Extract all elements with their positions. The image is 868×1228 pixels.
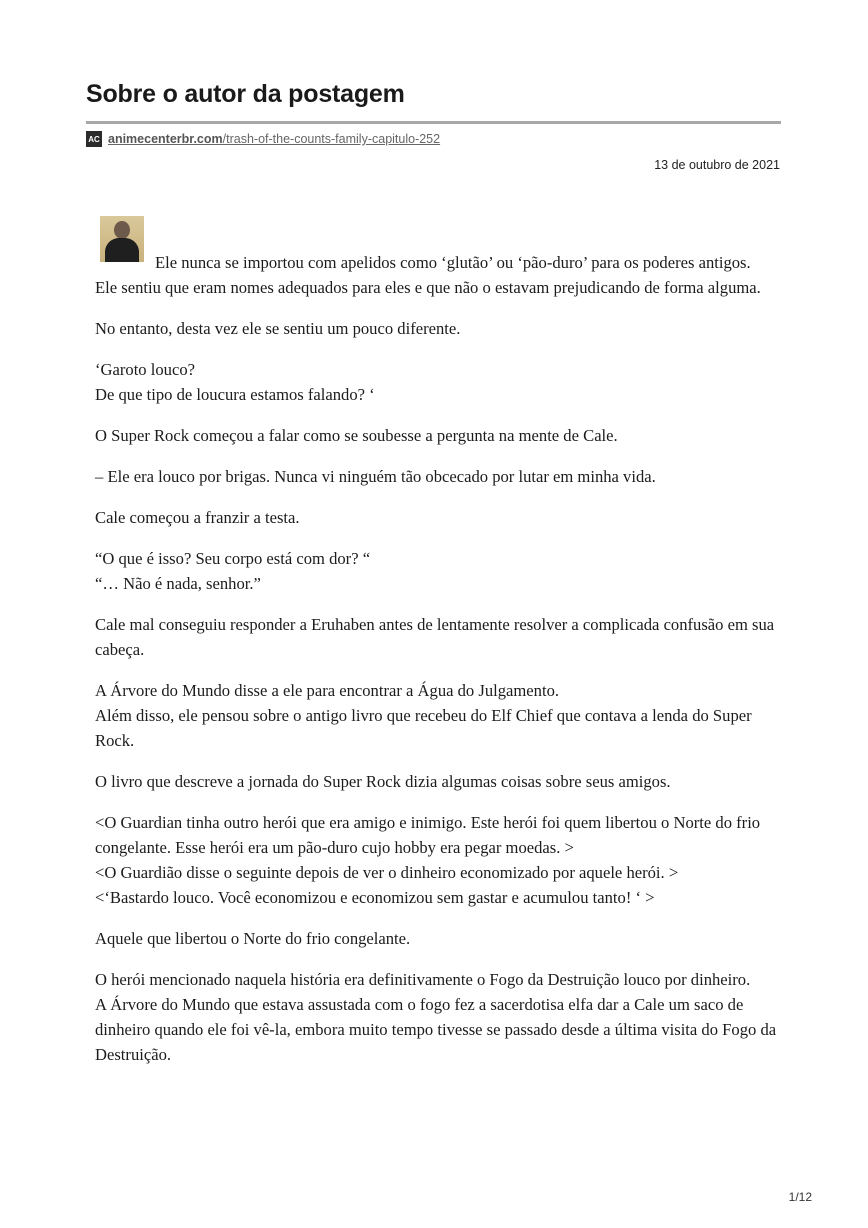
site-favicon-icon: AC [86, 131, 102, 147]
post-date: 13 de outubro de 2021 [654, 158, 780, 172]
paragraph [95, 546, 790, 596]
paragraph-line: “O que é isso? Seu corpo está com dor? “ [95, 549, 371, 568]
paragraph-line: No entanto, desta vez ele se sentiu um pouco diferente. [95, 319, 461, 338]
source-link[interactable] [108, 132, 440, 146]
paragraph-line: Aquele que libertou o Norte do frio congelante. [95, 929, 411, 948]
paragraph-line: A Árvore do Mundo que estava assustada com o fogo fez a sacerdotisa elfa dar a Cale um saco de dinheiro quando ele foi vê-la, embora muito tempo tivesse se passado desde a última visita do Fogo da Destruição. [95, 995, 777, 1064]
source-path: /trash-of-the-counts-family-capitulo-252 [222, 132, 441, 146]
paragraph-line: A Árvore do Mundo disse a ele para encontrar a Água do Julgamento. [95, 681, 560, 700]
paragraph-line: <O Guardian tinha outro herói que era amigo e inimigo. Este herói foi quem libertou o Norte do frio congelante. Esse herói era um pão-duro cujo hobby era pegar moedas. > [95, 813, 761, 857]
page-title: Sobre o autor da postagem [86, 80, 405, 108]
paragraph-line: De que tipo de loucura estamos falando? ‘ [95, 385, 375, 404]
paragraph [95, 926, 790, 951]
paragraph-line: Ele sentiu que eram nomes adequados para eles e que não o estavam prejudicando de forma alguma. [95, 278, 761, 297]
paragraph-line: Ele nunca se importou com apelidos como ‘glutão’ ou ‘pão-duro’ para os poderes antigos. [155, 253, 751, 272]
paragraph [95, 464, 790, 489]
paragraph [95, 678, 790, 753]
source-line [86, 130, 440, 148]
paragraph-line: O herói mencionado naquela história era definitivamente o Fogo da Destruição louco por dinheiro. [95, 970, 751, 989]
paragraph [95, 250, 790, 300]
paragraph-line: O Super Rock começou a falar como se soubesse a pergunta na mente de Cale. [95, 426, 618, 445]
title-divider [86, 121, 781, 124]
paragraph [95, 612, 790, 662]
paragraph [95, 357, 790, 407]
paragraph [95, 505, 790, 530]
source-domain: animecenterbr.com [108, 132, 223, 146]
paragraph-line: <‘Bastardo louco. Você economizou e economizou sem gastar e acumulou tanto! ‘ > [95, 888, 655, 907]
paragraph-line: ‘Garoto louco? [95, 360, 195, 379]
article-body [95, 250, 790, 1083]
paragraph-line: – Ele era louco por brigas. Nunca vi ninguém tão obcecado por lutar em minha vida. [95, 467, 656, 486]
paragraph [95, 810, 790, 910]
page-number: 1/12 [788, 1190, 812, 1204]
avatar-head [114, 221, 130, 239]
paragraph [95, 769, 790, 794]
paragraph-line: Além disso, ele pensou sobre o antigo livro que recebeu do Elf Chief que contava a lenda do Super Rock. [95, 706, 752, 750]
paragraph-line: Cale começou a franzir a testa. [95, 508, 300, 527]
paragraph-line: Cale mal conseguiu responder a Eruhaben antes de lentamente resolver a complicada confusão em sua cabeça. [95, 615, 775, 659]
paragraph-line: O livro que descreve a jornada do Super Rock dizia algumas coisas sobre seus amigos. [95, 772, 671, 791]
paragraph [95, 316, 790, 341]
paragraph-line: “… Não é nada, senhor.” [95, 574, 261, 593]
paragraph [95, 967, 790, 1067]
paragraph [95, 423, 790, 448]
paragraph-line: <O Guardião disse o seguinte depois de ver o dinheiro economizado por aquele herói. > [95, 863, 679, 882]
